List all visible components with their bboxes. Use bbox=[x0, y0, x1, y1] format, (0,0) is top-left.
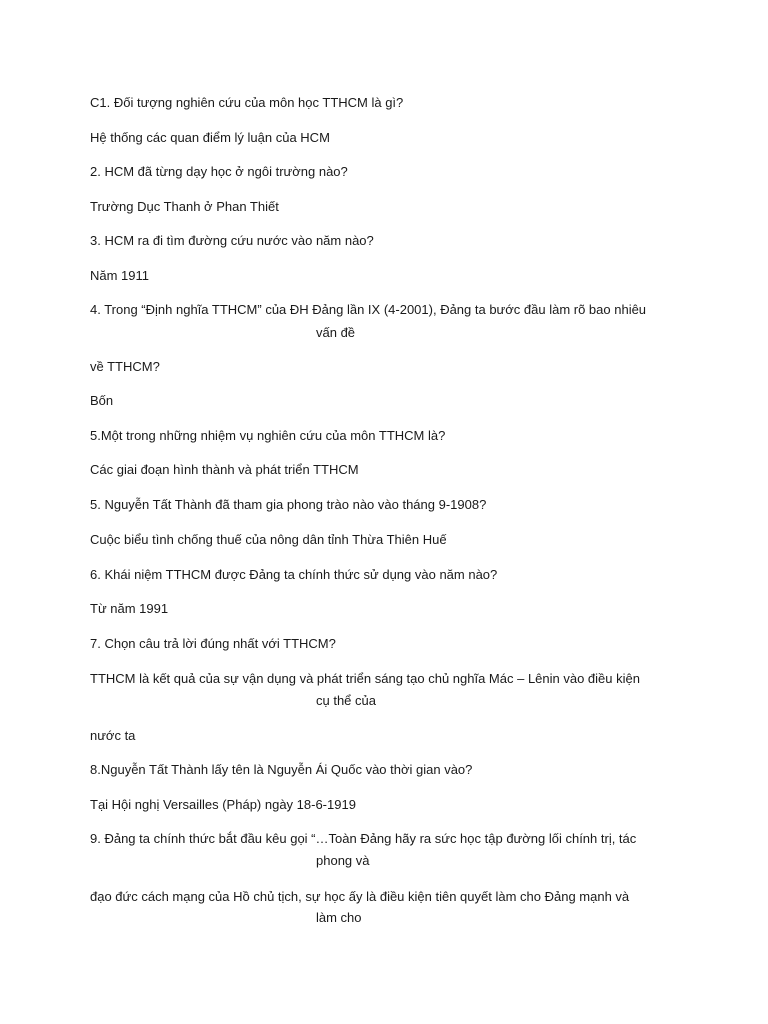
question-9-wrap: phong và bbox=[316, 853, 370, 868]
answer-5a: Các giai đoạn hình thành và phát triển TTHCM bbox=[90, 462, 359, 477]
answer-3: Năm 1911 bbox=[90, 268, 150, 283]
question-5a: 5.Một trong những nhiệm vụ nghiên cứu của môn TTHCM là? bbox=[90, 428, 446, 443]
answer-5b: Cuộc biểu tình chống thuế của nông dân tỉnh Thừa Thiên Huế bbox=[90, 532, 447, 547]
answer-6: Từ năm 1991 bbox=[90, 601, 169, 616]
question-5b: 5. Nguyễn Tất Thành đã tham gia phong trào nào vào tháng 9-1908? bbox=[90, 497, 487, 512]
answer-1: Hệ thống các quan điểm lý luận của HCM bbox=[90, 130, 330, 145]
answer-7: TTHCM là kết quả của sự vận dụng và phát triển sáng tạo chủ nghĩa Mác – Lênin vào điều kiện bbox=[90, 671, 640, 686]
question-3: 3. HCM ra đi tìm đường cứu nước vào năm nào? bbox=[90, 233, 374, 248]
question-4-cont: về TTHCM? bbox=[90, 359, 160, 374]
answer-8: Tại Hội nghị Versailles (Pháp) ngày 18-6-1919 bbox=[90, 797, 356, 812]
question-9-wrap-2: làm cho bbox=[316, 910, 362, 925]
question-7: 7. Chọn câu trả lời đúng nhất với TTHCM? bbox=[90, 636, 336, 651]
question-2: 2. HCM đã từng dạy học ở ngôi trường nào? bbox=[90, 164, 348, 179]
answer-7-cont: nước ta bbox=[90, 728, 136, 743]
question-4: 4. Trong “Định nghĩa TTHCM” của ĐH Đảng lần IX (4-2001), Đảng ta bước đầu làm rõ bao nhiêu bbox=[90, 302, 647, 317]
answer-2: Trường Dục Thanh ở Phan Thiết bbox=[90, 199, 279, 214]
question-9-cont: đạo đức cách mạng của Hồ chủ tịch, sự học ấy là điều kiện tiên quyết làm cho Đảng mạnh và bbox=[90, 889, 630, 904]
answer-4: Bốn bbox=[90, 393, 114, 408]
question-6: 6. Khái niệm TTHCM được Đảng ta chính thức sử dụng vào năm nào? bbox=[90, 567, 498, 582]
answer-7-wrap: cụ thể của bbox=[316, 693, 376, 708]
question-8: 8.Nguyễn Tất Thành lấy tên là Nguyễn Ái Quốc vào thời gian vào? bbox=[90, 762, 473, 777]
question-1: C1. Đối tượng nghiên cứu của môn học TTHCM là gì? bbox=[90, 95, 404, 110]
question-4-wrap: vấn đề bbox=[316, 325, 356, 340]
question-9: 9. Đảng ta chính thức bắt đầu kêu gọi “…Toàn Đảng hãy ra sức học tập đường lối chính trị, tác bbox=[90, 831, 637, 846]
